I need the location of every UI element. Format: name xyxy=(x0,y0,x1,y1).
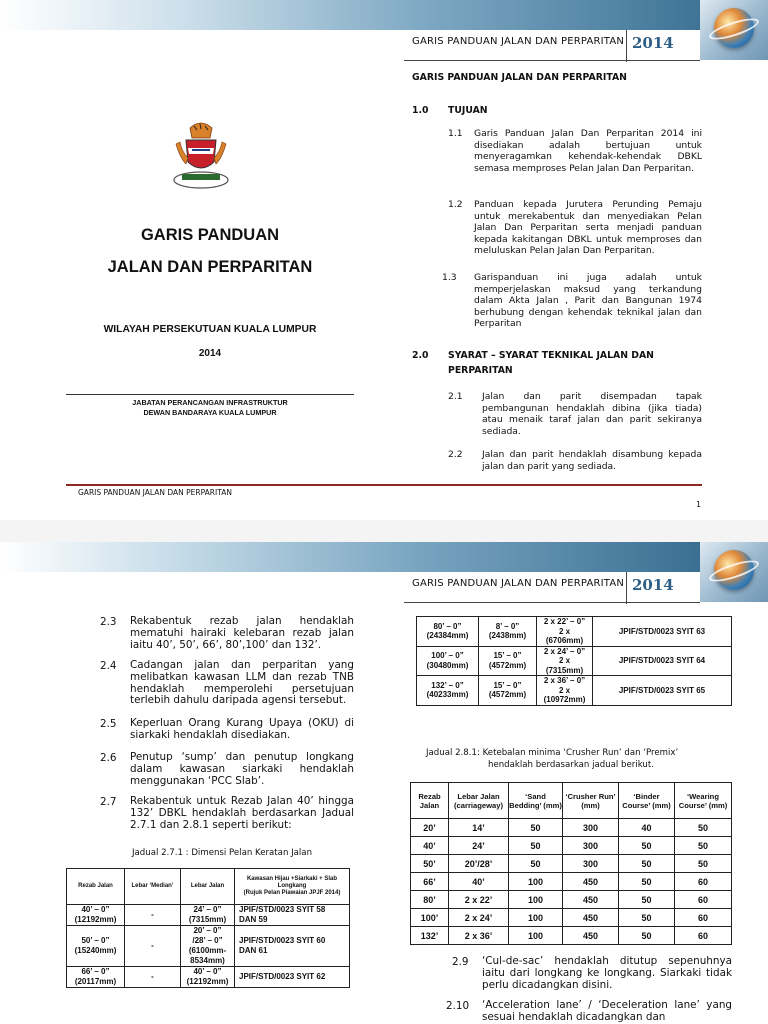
table-cell: 80’ xyxy=(411,891,449,909)
item-2-1-number: 2.1 xyxy=(448,391,463,402)
table-row xyxy=(411,837,732,855)
table-row xyxy=(411,873,732,891)
table-cell: 2 x 22’ xyxy=(449,891,509,909)
table-cell: 50 xyxy=(509,819,563,837)
section-2-title-line-2: PERPARITAN xyxy=(448,365,513,376)
table-2-7-1 xyxy=(66,868,350,988)
page-number: 1 xyxy=(696,500,702,509)
item-2-4-number: 2.4 xyxy=(100,660,117,672)
th-wearing-course: ‘Wearing Course’ (mm) xyxy=(675,783,732,819)
th-lebar-jalan: Lebar Jalan xyxy=(181,869,235,905)
header-rule xyxy=(404,60,700,61)
item-2-4-text: Cadangan jalan dan perparitan yang melibatkan kawasan LLM dan rezab TNB hendaklah memperolehi persetujuan terlebih dahulu daripada agensi tersebut. xyxy=(130,659,354,707)
running-header-title: GARIS PANDUAN JALAN DAN PERPARITAN xyxy=(412,578,625,589)
table-cell: 50 xyxy=(619,927,675,945)
cover-title-line-2: JALAN DAN PERPARITAN xyxy=(107,258,313,276)
table-cell: 450 xyxy=(563,909,619,927)
globe-logo-icon xyxy=(700,0,768,60)
table-cell: 66’ xyxy=(411,873,449,891)
table-cell: 50 xyxy=(619,891,675,909)
table-cell: 300 xyxy=(563,855,619,873)
item-1-1-text: Garis Panduan Jalan Dan Perparitan 2014 ini disediakan adalah bertujuan untuk menyeragamkan kehendak-kehendak DBKL semasa memproses Pelan Jalan Dan Perparitan. xyxy=(474,128,702,174)
item-2-1-text: Jalan dan parit disempadan tapak pembangunan hendaklah dibina (jika tiada) atau menaik taraf jalan dan parit sekiranya sediada. xyxy=(482,391,702,437)
table-cell: 450 xyxy=(563,873,619,891)
section-2-title-line-1: SYARAT – SYARAT TEKNIKAL JALAN DAN xyxy=(448,350,654,361)
th-lebar-median: Lebar ‘Median’ xyxy=(125,869,181,905)
section-1-number: 1.0 xyxy=(412,105,429,116)
header-band xyxy=(0,542,700,572)
header-rule xyxy=(404,602,700,603)
table-cell: 50 xyxy=(619,855,675,873)
section-2-number: 2.0 xyxy=(412,350,429,361)
table-2-8-1-caption-line-1: Jadual 2.8.1: Ketebalan minima ‘Crusher Run’ dan ‘Premix’ xyxy=(426,748,679,758)
header-divider xyxy=(626,572,627,604)
table-row: 132’ – 0” (40233mm) 15’ – 0” (4572mm) 2 x 36’ – 0” 2 x (10972mm) JPIF/STD/0023 SYIT 65 xyxy=(417,676,732,706)
header-divider xyxy=(626,30,627,62)
page-gap xyxy=(0,520,768,542)
table-cell: 50 xyxy=(509,855,563,873)
table-row: 100’ – 0” (30480mm) 15’ – 0” (4572mm) 2 x 24’ – 0” 2 x (7315mm) JPIF/STD/0023 SYIT 64 xyxy=(417,646,732,676)
cover-year: 2014 xyxy=(198,348,222,359)
table-cell: 2 x 36’ xyxy=(449,927,509,945)
dbkl-crest-icon xyxy=(170,118,232,194)
table-cell: 60 xyxy=(675,873,732,891)
table-cell: 300 xyxy=(563,819,619,837)
item-2-10-number: 2.10 xyxy=(446,1000,470,1012)
item-1-2-number: 1.2 xyxy=(448,199,463,210)
table-cell: 60 xyxy=(675,891,732,909)
document-page-2 xyxy=(0,542,768,1024)
item-2-5-text: Keperluan Orang Kurang Upaya (OKU) di siarkaki hendaklah disediakan. xyxy=(130,717,354,741)
globe-logo-icon xyxy=(700,542,768,602)
table-2-7-1-continued xyxy=(416,616,732,706)
table-cell: 100 xyxy=(509,927,563,945)
table-cell: 100 xyxy=(509,873,563,891)
table-cell: 20’ xyxy=(411,819,449,837)
table-cell: 60 xyxy=(675,909,732,927)
table-cell: 450 xyxy=(563,927,619,945)
cover-region: WILAYAH PERSEKUTUAN KUALA LUMPUR xyxy=(103,324,317,335)
table-row xyxy=(411,855,732,873)
item-2-10-text: ‘Acceleration lane’ / ‘Deceleration lane’ yang sesuai hendaklah dicadangkan dan xyxy=(482,999,732,1023)
cover-rule xyxy=(66,394,354,395)
table-cell: 40 xyxy=(619,819,675,837)
table-cell: 50 xyxy=(675,855,732,873)
table-2-8-1-caption-line-2: hendaklah berdasarkan jadual berikut. xyxy=(488,760,654,770)
running-header-year: 2014 xyxy=(632,576,674,594)
table-row: 66’ – 0” (20117mm) - 40’ – 0” (12192mm) JPIF/STD/0023 SYIT 62 xyxy=(67,967,350,988)
table-row xyxy=(411,891,732,909)
table-cell: 40’ xyxy=(411,837,449,855)
item-2-6-number: 2.6 xyxy=(100,752,117,764)
table-cell: 50 xyxy=(675,819,732,837)
table-cell: 50’ xyxy=(411,855,449,873)
item-2-7-text: Rekabentuk untuk Rezab Jalan 40’ hingga 132’ DBKL hendaklah berdasarkan Jadual 2.7.1 dan 2.8.1 seperti berikut: xyxy=(130,795,354,831)
th-crusher-run: ‘Crusher Run’ (mm) xyxy=(563,783,619,819)
table-cell: 50 xyxy=(619,873,675,891)
table-row: 80’ – 0” (24384mm) 8’ – 0” (2438mm) 2 x 22’ – 0” 2 x (6706mm) JPIF/STD/0023 SYIT 63 xyxy=(417,617,732,647)
th-lebar-jalan: Lebar Jalan (carriageway) xyxy=(449,783,509,819)
item-2-7-number: 2.7 xyxy=(100,796,117,808)
table-cell: 50 xyxy=(675,837,732,855)
running-header-year: 2014 xyxy=(632,34,674,52)
table-cell: 14’ xyxy=(449,819,509,837)
table-2-8-1 xyxy=(410,782,732,945)
doc-heading: GARIS PANDUAN JALAN DAN PERPARITAN xyxy=(412,72,627,83)
th-rezab-jalan: Rezab Jalan xyxy=(411,783,449,819)
table-2-7-1-caption: Jadual 2.7.1 : Dimensi Pelan Keratan Jalan xyxy=(132,848,313,858)
section-1-title: TUJUAN xyxy=(448,105,488,116)
item-2-2-number: 2.2 xyxy=(448,449,463,460)
table-cell: 60 xyxy=(675,927,732,945)
table-row: 40’ – 0” (12192mm) - 24’ – 0” (7315mm) JPIF/STD/0023 SYIT 58 DAN 59 xyxy=(67,905,350,926)
item-2-3-number: 2.3 xyxy=(100,616,117,628)
table-cell: 2 x 24’ xyxy=(449,909,509,927)
footer-rule xyxy=(66,484,702,486)
table-cell: 40’ xyxy=(449,873,509,891)
table-cell: 50 xyxy=(509,837,563,855)
table-cell: 20’/28’ xyxy=(449,855,509,873)
table-cell: 50 xyxy=(619,837,675,855)
item-2-2-text: Jalan dan parit hendaklah disambung kepada jalan dan parit yang sediada. xyxy=(482,449,702,472)
th-binder-course: ‘Binder Course’ (mm) xyxy=(619,783,675,819)
table-row xyxy=(411,909,732,927)
item-2-9-number: 2.9 xyxy=(452,956,469,968)
table-cell: 100 xyxy=(509,909,563,927)
table-cell: 50 xyxy=(619,909,675,927)
table-row xyxy=(411,819,732,837)
item-1-1-number: 1.1 xyxy=(448,128,463,139)
cover-title-line-1: GARIS PANDUAN xyxy=(140,226,280,244)
item-2-3-text: Rekabentuk rezab jalan hendaklah mematuhi hairaki kelebaran rezab jalan iaitu 40’, 50’, 66’, 80’,100’ dan 132’. xyxy=(130,615,354,651)
item-1-3-number: 1.3 xyxy=(442,272,457,283)
item-2-9-text: ‘Cul-de-sac’ hendaklah ditutup sepenuhnya iaitu dari longkang ke longkang. Siarkaki tidak perlu dicadangkan disini. xyxy=(482,955,732,991)
th-sand-bedding: ‘Sand Bedding’ (mm) xyxy=(509,783,563,819)
table-cell: 300 xyxy=(563,837,619,855)
item-2-6-text: Penutup ‘sump’ dan penutup longkang dalam kawasan siarkaki hendaklah menggunakan ‘PCC Slab’. xyxy=(130,751,354,787)
item-1-3-text: Garispanduan ini juga adalah untuk memperjelaskan maksud yang terkandung dalam Akta Jalan , Parit dan Bangunan 1974 berhubung dengan kehendak teknikal jalan dan Perparitan xyxy=(474,272,702,330)
page-footer: GARIS PANDUAN JALAN DAN PERPARITAN xyxy=(78,488,232,497)
item-1-2-text: Panduan kepada Jurutera Perunding Pemaju untuk merekabentuk dan menyediakan Pelan Jalan Dan Perparitan serta menjadi panduan kepada kakitangan DBKL untuk memproses dan meluluskan Pelan Jalan Dan Perparitan. xyxy=(474,199,702,257)
th-kawasan-hijau-line-2: (Rujuk Pelan Piawaian JPJF 2014) xyxy=(243,890,341,896)
table-cell: 132’ xyxy=(411,927,449,945)
th-kawasan-hijau-line-1: Kawasan Hijau +Siarkaki + Slab Longkang xyxy=(246,876,338,889)
table-cell: 100’ xyxy=(411,909,449,927)
table-row xyxy=(411,927,732,945)
table-row: 50’ – 0” (15240mm) - 20’ – 0” /28’ – 0” (6100mm- 8534mm) JPIF/STD/0023 SYIT 60 DAN 61 xyxy=(67,926,350,967)
th-kawasan-hijau xyxy=(235,869,350,905)
table-cell: 24’ xyxy=(449,837,509,855)
table-cell: 100 xyxy=(509,891,563,909)
table-cell: 450 xyxy=(563,891,619,909)
cover-department-1: JABATAN PERANCANGAN INFRASTRUKTUR xyxy=(132,398,288,407)
cover-department-2: DEWAN BANDARAYA KUALA LUMPUR xyxy=(143,408,277,417)
running-header-title: GARIS PANDUAN JALAN DAN PERPARITAN xyxy=(412,36,625,47)
header-band xyxy=(0,0,700,30)
item-2-5-number: 2.5 xyxy=(100,718,117,730)
th-rezab-jalan: Rezab Jalan xyxy=(67,869,125,905)
